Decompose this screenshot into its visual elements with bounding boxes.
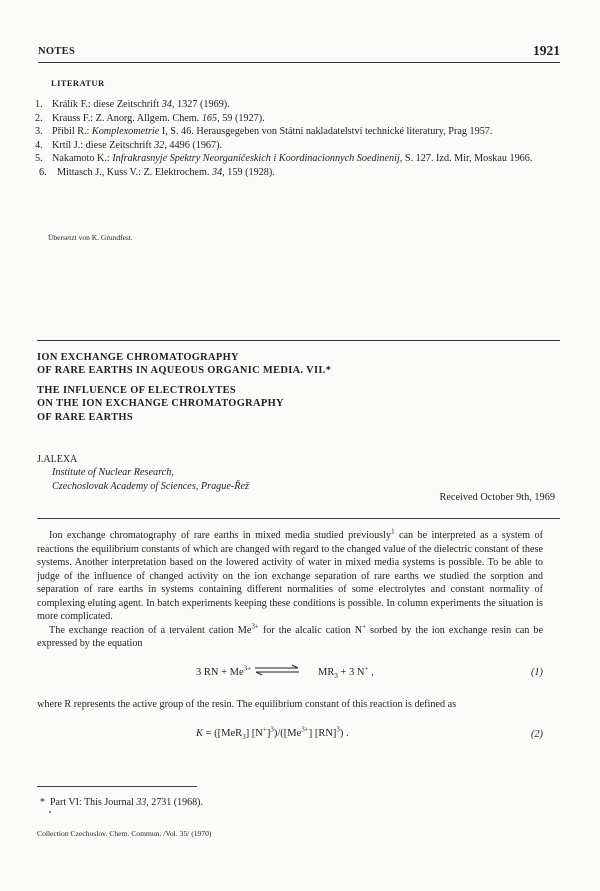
paragraph: The exchange reaction of a tervalent cation $Me^{3+}$ for the alcalic cation N+ sorbed by the ion exchange resin can be expressed by the equation — [37, 622, 543, 649]
received-date: Received October 9th, 1969 — [439, 492, 555, 503]
article-separator-rule — [37, 340, 560, 341]
equation-1-right: $MR_3 + 3$ N+ , — [318, 664, 374, 681]
title-line: ION EXCHANGE CHROMATOGRAPHY — [37, 352, 239, 363]
reference-item: 3. Přibil R.: Komplexometrie I, S. 46. Herausgegeben von Státní nakladatelství technické literatury, Prag 1957. — [35, 126, 493, 138]
header-rule — [38, 62, 560, 63]
literature-heading: LITERATUR — [51, 78, 105, 88]
equation-1-left: 3 RN + $Me^{3+}$ — [196, 664, 252, 678]
article-title — [37, 351, 331, 424]
footnote: * Part VI: This Journal 33, 2731 (1968). — [40, 797, 203, 808]
equation-number: (1) — [530, 667, 543, 678]
paragraph: where R represents the active group of the resin. The equilibrium constant of this reaction is defined as — [37, 699, 457, 710]
footnote-rule — [37, 786, 197, 787]
equation-2: K = ([MeR$_3$] $[N^+]^3)/([Me^{3+}]$ [RN]$^3$) . — [196, 725, 349, 742]
footnote-mark — [49, 811, 51, 813]
subtitle-line: OF RARE EARTHS — [37, 411, 133, 423]
reference-item: 4. Krtil J.: diese Zeitschrift 32, 4496 (1967). — [35, 139, 223, 151]
affiliation: Institute of Nuclear Research, Czechoslovak Academy of Sciences, Prague-Řež — [52, 467, 249, 492]
paragraph: Ion exchange chromatography of rare earths in mixed media studied previously$^1$ can be interpreted as a system of reactions the equilibrium constants of which are changed with regard to the changed value of the dielectric constant of these systems. Another interpretation based on the lowered activity of water in mixed media systems is possible. To be able to judge of the influence of changed activity on the ion exchange separation of rare earths we studied the sorption and separation of rare earths in systems containing different normalities of some electrolytes and constant normality of complexing eluting agent. In batch experiments keeping these conditions is possible. In column experiments the situation is more complicated. — [37, 527, 543, 622]
translator-credit: Übersetzt von K. Grundfest. — [48, 233, 133, 242]
reference-item: 6. Mittasch J., Kuss V.: Z. Elektrochem. 34, 159 (1928). — [39, 166, 275, 178]
equilibrium-arrow-icon — [254, 664, 300, 676]
abstract-rule — [37, 518, 560, 519]
citation-superscript: 1 — [391, 527, 395, 536]
title-line: OF RARE EARTHS IN AQUEOUS ORGANIC MEDIA. VII.* — [37, 365, 332, 377]
section-label: NOTES — [38, 46, 76, 57]
subtitle-line: ON THE ION EXCHANGE CHROMATOGRAPHY — [37, 398, 284, 410]
reference-list — [35, 98, 555, 180]
article-body — [37, 529, 543, 651]
reference-item: 1. Králík F.: diese Zeitschrift 34, 1327 (1969). — [35, 99, 230, 110]
journal-footer: Collection Czechoslov. Chem. Commun. /Vol. 35/ (1970) — [37, 829, 212, 838]
page-number: 1921 — [533, 43, 560, 58]
equation-number: (2) — [530, 729, 543, 740]
subtitle-line: THE INFLUENCE OF ELECTROLYTES — [37, 384, 237, 396]
reference-item: 2. Krauss F.: Z. Anorg. Allgem. Chem. 165, 59 (1927). — [35, 112, 265, 124]
author-name: J.ALEXA — [37, 454, 78, 465]
running-head — [38, 43, 560, 60]
reference-item: 5. Nakamoto K.: Infrakrasnyje Spektry Neorganičeskich i Koordinacionnych Soedinenij, S. 127. Izd. Mir, Moskau 1966. — [35, 153, 533, 165]
